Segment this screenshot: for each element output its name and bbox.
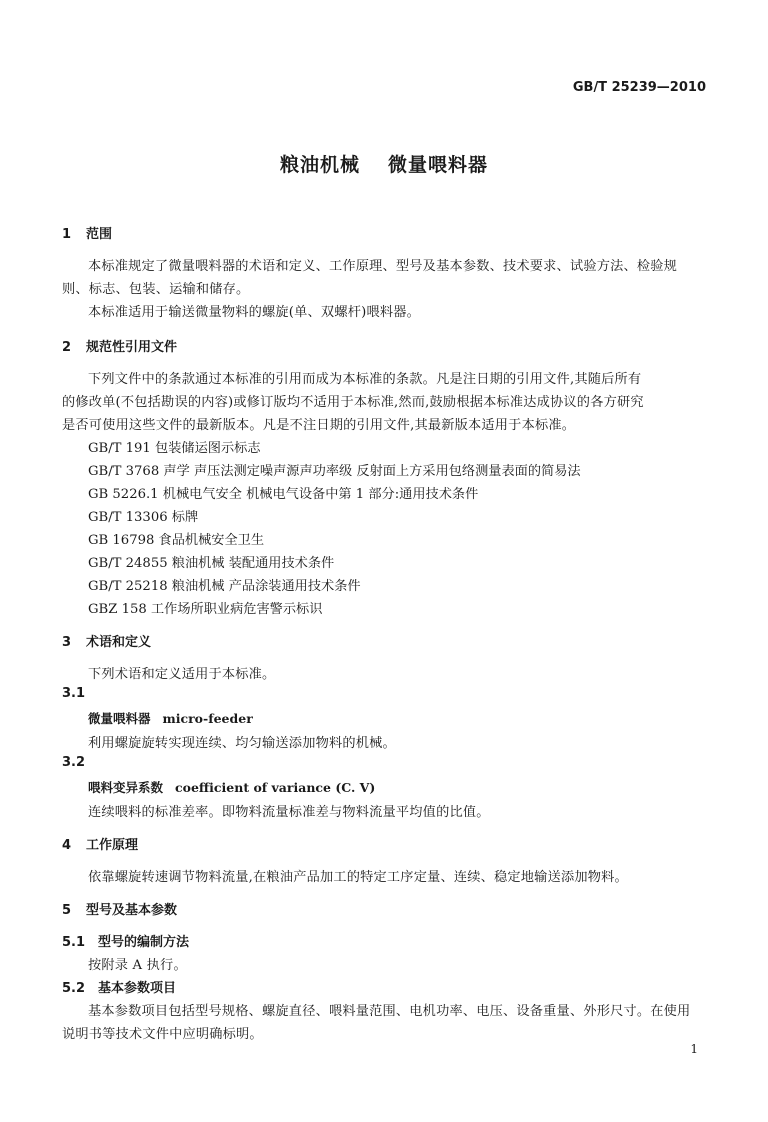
title-part1: 粮油机械 (279, 154, 360, 176)
ref-item: GBZ 158 工作场所职业病危害警示标识 (88, 602, 323, 617)
ref-item: GB 5226.1 机械电气安全 机械电气设备中第 1 部分:通用技术条件 (88, 487, 479, 502)
ref-item: GB 16798 食品机械安全卫生 (88, 533, 265, 548)
section-5-2-heading: 5.2 基本参数项目 (62, 981, 177, 996)
standard-code: GB/T 25239—2010 (572, 80, 706, 95)
ref-item: GB/T 24855 粮油机械 装配通用技术条件 (88, 556, 335, 571)
page-number: 1 (690, 1042, 698, 1056)
section-1-heading: 1 范围 (62, 227, 113, 242)
section-2-para-line1: 下列文件中的条款通过本标准的引用而成为本标准的条款。凡是注日期的引用文件,其随后所有 (88, 372, 642, 387)
section-5-1-heading: 5.1 型号的编制方法 (62, 935, 190, 950)
ref-item: GB/T 3768 声学 声压法测定噪声源声功率级 反射面上方采用包络测量表面的简易法 (88, 464, 581, 479)
page-title (0, 150, 768, 177)
section-5-1-para: 按附录 A 执行。 (88, 958, 187, 973)
section-2-para-line2: 的修改单(不包括勘误的内容)或修订版均不适用于本标准,然而,鼓励根据本标准达成协议的各方研究 (62, 395, 644, 410)
section-5-heading: 5 型号及基本参数 (62, 903, 178, 918)
section-2-heading: 2 规范性引用文件 (62, 340, 178, 355)
ref-item: GB/T 25218 粮油机械 产品涂装通用技术条件 (88, 579, 361, 594)
title-part2: 微量喂料器 (388, 154, 489, 176)
section-5-2-para-line1: 基本参数项目包括型号规格、螺旋直径、喂料量范围、电机功率、电压、设备重量、外形尺寸。在使用 (88, 1004, 691, 1019)
term-3-1-number: 3.1 (62, 686, 86, 701)
section-5-2-para-line2: 说明书等技术文件中应明确标明。 (62, 1027, 263, 1042)
section-1-para1-line1: 本标准规定了微量喂料器的术语和定义、工作原理、型号及基本参数、技术要求、试验方法、检验规 (88, 259, 678, 274)
section-1-para2: 本标准适用于输送微量物料的螺旋(单、双螺杆)喂料器。 (88, 305, 420, 320)
section-4-heading: 4 工作原理 (62, 838, 139, 853)
section-2-para-line3: 是否可使用这些文件的最新版本。凡是不注日期的引用文件,其最新版本适用于本标准。 (62, 418, 576, 433)
section-1-para1-line2: 则、标志、包装、运输和储存。 (62, 282, 250, 297)
term-3-2: 喂料变异系数 coefficient of variance (C. V) (88, 780, 376, 795)
term-3-2-definition: 连续喂料的标准差率。即物料流量标准差与物料流量平均值的比值。 (88, 805, 490, 820)
ref-item: GB/T 191 包装储运图示标志 (88, 441, 261, 456)
section-3-heading: 3 术语和定义 (62, 635, 152, 650)
ref-item: GB/T 13306 标牌 (88, 510, 199, 525)
section-4-para: 依靠螺旋转速调节物料流量,在粮油产品加工的特定工序定量、连续、稳定地输送添加物料。 (88, 870, 628, 885)
term-3-1: 微量喂料器 micro-feeder (88, 711, 253, 726)
term-3-1-definition: 利用螺旋旋转实现连续、均匀输送添加物料的机械。 (88, 736, 396, 751)
term-3-2-number: 3.2 (62, 755, 86, 770)
section-3-intro: 下列术语和定义适用于本标准。 (88, 667, 276, 682)
